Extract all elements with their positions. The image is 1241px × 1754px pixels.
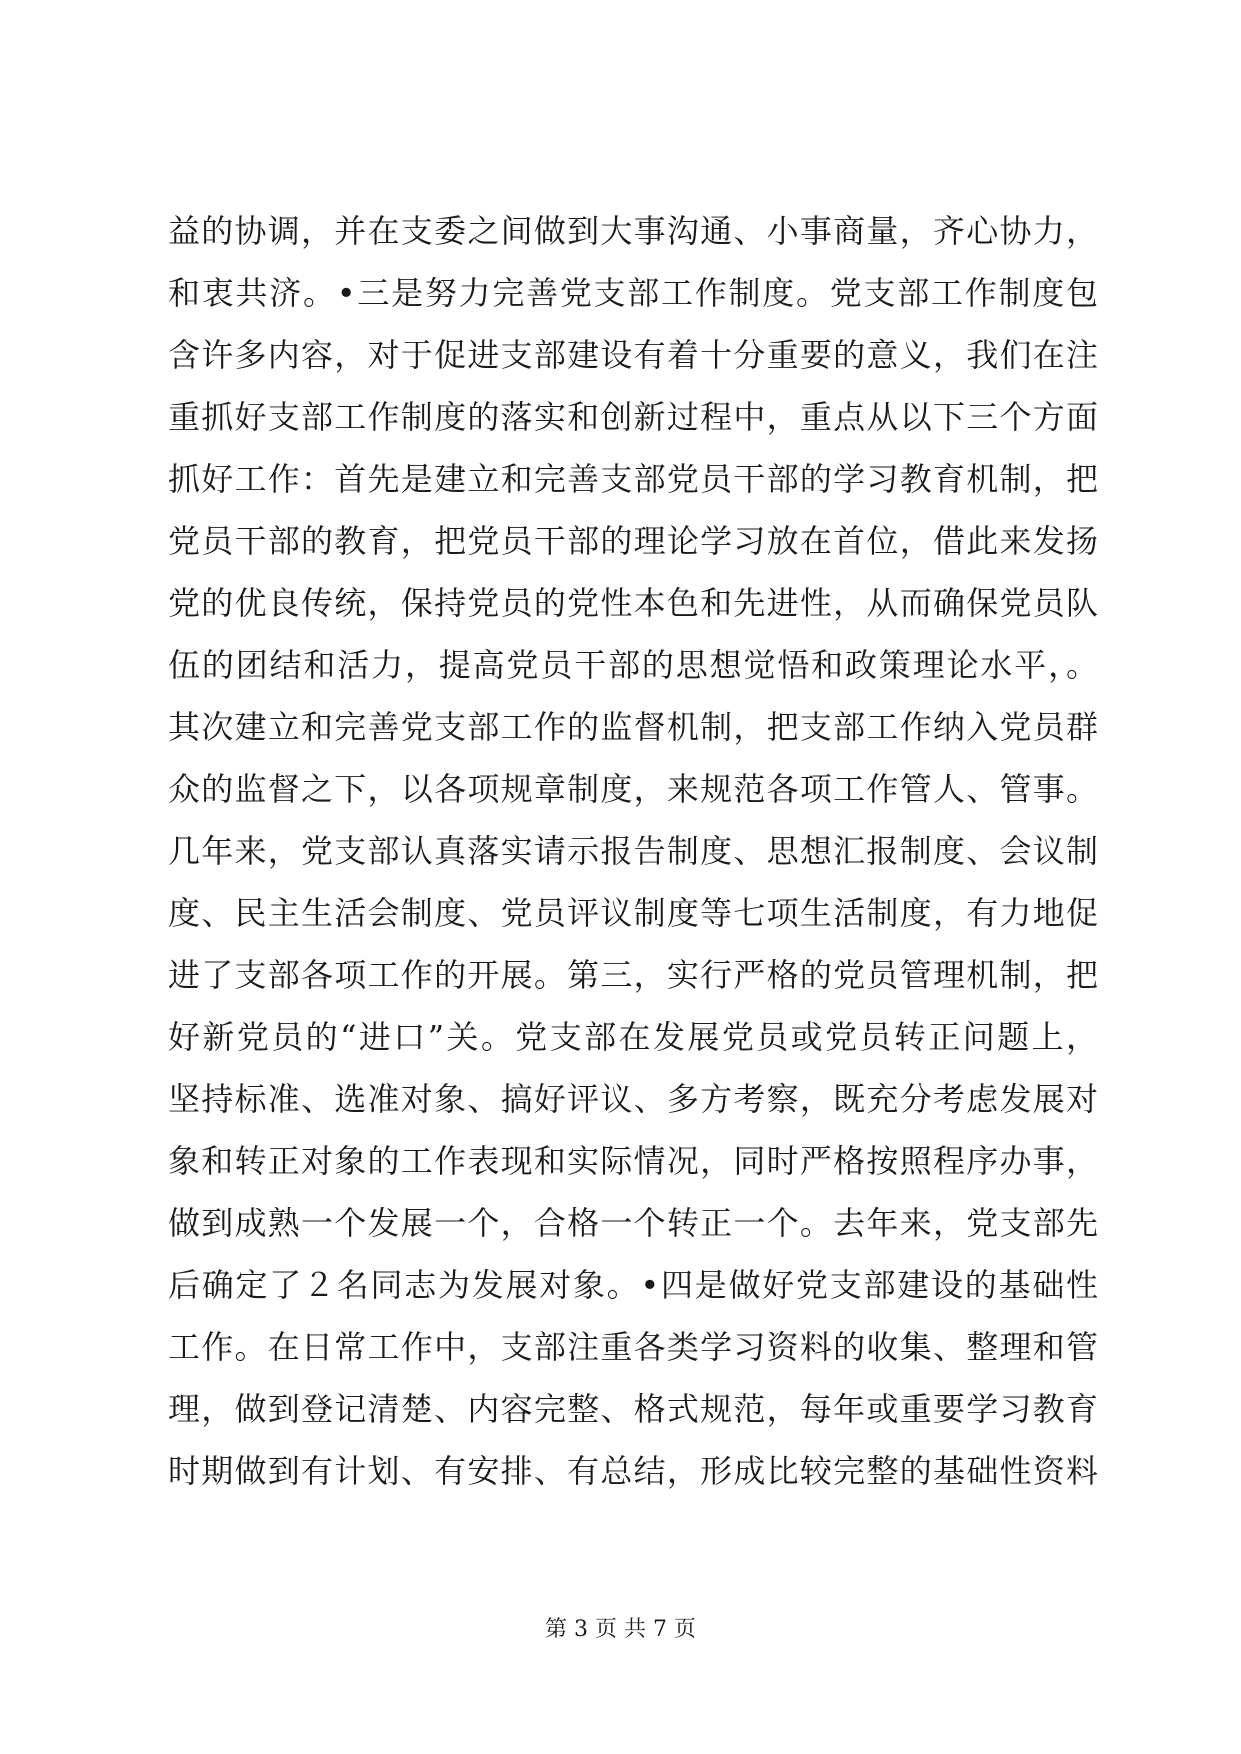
text-line: 工作。在日常工作中，支部注重各类学习资料的收集、整理和管 [168,1328,1098,1366]
text-line: 几年来，党支部认真落实请示报告制度、思想汇报制度、会议制 [168,832,1098,870]
text-line: 做到成熟一个发展一个，合格一个转正一个。去年来，党支部先 [168,1204,1098,1242]
text-line: 党的优良传统，保持党员的党性本色和先进性，从而确保党员队 [168,584,1098,622]
text-line: 好新党员的“进口”关。党支部在发展党员或党员转正问题上， [168,1018,1098,1056]
page-number-footer: 第 3 页 共 7 页 [545,1617,696,1642]
text-line: 象和转正对象的工作表现和实际情况，同时严格按照程序办事， [168,1142,1098,1180]
text-line: 重抓好支部工作制度的落实和创新过程中，重点从以下三个方面 [168,398,1098,436]
text-line: 理，做到登记清楚、内容完整、格式规范，每年或重要学习教育 [168,1390,1098,1428]
text-line: 进了支部各项工作的开展。第三，实行严格的党员管理机制，把 [168,956,1098,994]
text-line: 党员干部的教育，把党员干部的理论学习放在首位，借此来发扬 [168,522,1098,560]
text-line: 和衷共济。•三是努力完善党支部工作制度。党支部工作制度包 [168,274,1098,312]
text-line: 其次建立和完善党支部工作的监督机制，把支部工作纳入党员群 [168,708,1098,746]
text-line: 众的监督之下，以各项规章制度，来规范各项工作管人、管事。 [168,770,1098,808]
text-line: 伍的团结和活力，提高党员干部的思想觉悟和政策理论水平，。 [168,646,1098,684]
text-line: 时期做到有计划、有安排、有总结，形成比较完整的基础性资料 [168,1452,1098,1490]
text-line: 坚持标准、选准对象、搞好评议、多方考察，既充分考虑发展对 [168,1080,1098,1118]
text-line: 后确定了２名同志为发展对象。•四是做好党支部建设的基础性 [168,1266,1098,1304]
text-line: 益的协调，并在支委之间做到大事沟通、小事商量，齐心协力， [168,212,1098,250]
text-line: 度、民主生活会制度、党员评议制度等七项生活制度，有力地促 [168,894,1098,932]
body-text [168,200,1098,1502]
text-line: 抓好工作：首先是建立和完善支部党员干部的学习教育机制，把 [168,460,1098,498]
text-line: 含许多内容，对于促进支部建设有着十分重要的意义，我们在注 [168,336,1098,374]
